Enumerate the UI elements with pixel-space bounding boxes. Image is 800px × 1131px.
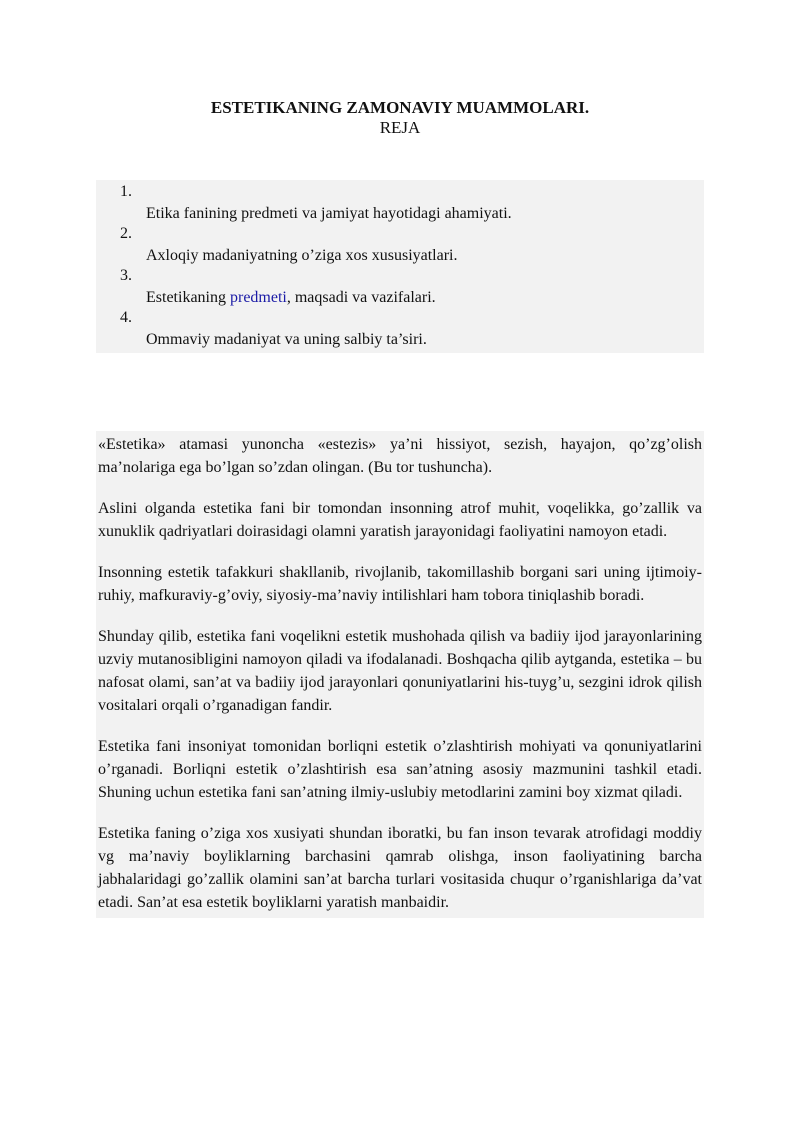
paragraph: Shunday qilib, estetika fani voqelikni estetik mushohada qilish va badiiy ijod jarayonlarining uzviy mutanosibligini namoyon qiladi va ifodalanadi. Boshqacha qilib aytganda, estetika – bu nafosat olami, san’at va badiiy ijod jarayonlari qonuniyatlarini his-tuyg’u, sezgini idrok qilish vositalari orqali o’rganadigan fandir.	[98, 628, 702, 714]
plan-item-text: Axloqiy madaniyatning o’ziga xos xususiyatlari.	[146, 247, 458, 264]
plan-item	[96, 180, 704, 222]
plan-item-number: 4.	[120, 309, 132, 326]
plan-item-number: 1.	[120, 183, 132, 200]
plan-item	[96, 264, 704, 306]
predmeti-link[interactable]: predmeti	[229, 289, 287, 306]
document-title: ESTETIKANING ZAMONAVIY MUAMMOLARI.	[210, 98, 590, 117]
plan-item	[96, 222, 704, 264]
plan-item-text	[146, 288, 436, 308]
body-text	[96, 431, 704, 918]
plan-item-text-before: Estetikaning	[146, 289, 230, 306]
paragraph: Aslini olganda estetika fani bir tomondan insonning atrof muhit, voqelikka, go’zallik va xunuklik qadriyatlari doirasidagi olamni yaratish jarayonidagi faoliyatini namoyon etadi.	[98, 500, 702, 540]
paragraph: Insonning estetik tafakkuri shakllanib, rivojlanib, takomillashib borgani sari uning ijtimoiy-ruhiy, mafkuraviy-g’oviy, siyosiy-ma’naviy intilishlari ham tobora tiniqlashib boradi.	[98, 564, 702, 604]
plan-item-number: 3.	[120, 267, 132, 284]
plan-item-text: Ommaviy madaniyat va uning salbiy ta’siri.	[146, 331, 427, 348]
document-subtitle: REJA	[379, 118, 421, 137]
paragraph: Estetika fani insoniyat tomonidan borliqni estetik o’zlashtirish mohiyati va qonuniyatlarini o’rganadi. Borliqni estetik o’zlashtirish esa san’atning asosiy mazmunini tashkil etadi. Shuning uchun estetika fani san’atning ilmiy-uslubiy metodlarini zamini boy xizmat qiladi.	[98, 738, 702, 801]
paragraph: «Estetika» atamasi yunoncha «estezis» ya’ni hissiyot, sezish, hayajon, qo’zg’olish ma’nolariga ega bo’lgan so’zdan olingan. (Bu tor tushuncha).	[98, 436, 702, 476]
plan-list	[96, 180, 704, 353]
plan-item-text-after: , maqsadi va vazifalari.	[286, 289, 436, 306]
plan-item	[96, 306, 704, 348]
paragraph: Estetika faning o’ziga xos xusiyati shundan iboratki, bu fan inson tevarak atrofidagi moddiy vg ma’naviy boyliklarning barchasini qamrab olishga, inson faoliyatining barcha jabhalaridagi go’zallik olamini san’at barcha turlari vositasida chuqur o’rganishlariga da’vat etadi. San’at esa estetik boyliklarni yaratish manbaidir.	[98, 825, 702, 911]
plan-item-text: Etika fanining predmeti va jamiyat hayotidagi ahamiyati.	[146, 205, 512, 222]
plan-item-number: 2.	[120, 225, 132, 242]
